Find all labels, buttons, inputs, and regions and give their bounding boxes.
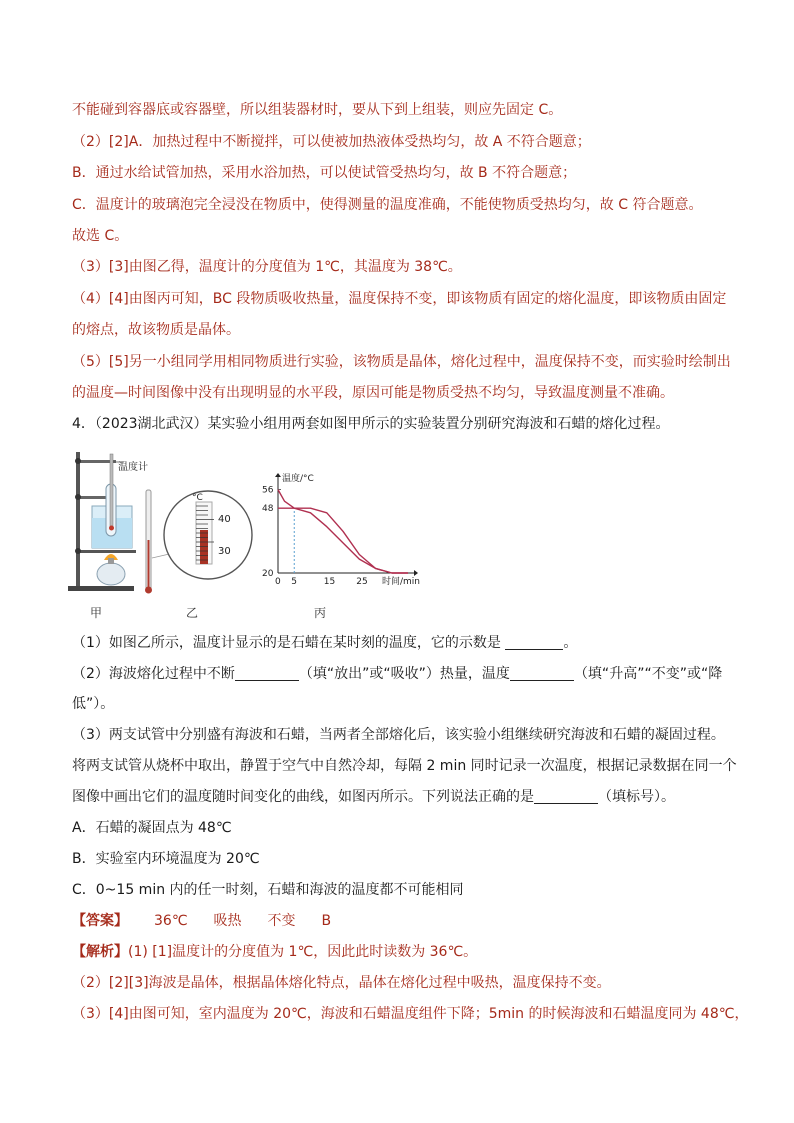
solution-line: 不能碰到容器底或容器壁，所以组装器材时，要从下到上组装，则应先固定 C。 xyxy=(72,102,563,118)
y-axis-arrow xyxy=(275,473,281,477)
option-c: C．0~15 min 内的任一时刻，石蜡和海波的温度都不可能相同 xyxy=(72,882,464,898)
answer-value: 吸热 xyxy=(213,913,242,929)
y-tick-label: 48 xyxy=(262,504,274,515)
temperature-graph xyxy=(262,472,420,587)
solution-line: （2）[2]A．加热过程中不断搅拌，可以使被加热液体受热均匀，故 A 不符合题意； xyxy=(72,134,591,150)
magnified-scale xyxy=(164,491,252,579)
solution-line: （5）[5]另一小组同学用相同物质进行实验，该物质是晶体，熔化过程中，温度保持不变，而实验时绘制出 xyxy=(72,354,731,370)
x-tick-label: 5 xyxy=(291,577,297,587)
x-tick-label: 15 xyxy=(323,577,336,587)
alcohol-lamp xyxy=(97,554,125,585)
question-1: （1）如图乙所示，温度计显示的是石蜡在某时刻的温度，它的示数是 。 xyxy=(72,635,578,651)
y-tick-label: 20 xyxy=(262,569,274,579)
thermometer-yi xyxy=(145,490,152,594)
question-title: 4．（2023湖北武汉）某实验小组用两套如图甲所示的实验装置分别研究海波和石蜡的熔化过程。 xyxy=(72,416,670,432)
question-2: （2）海波熔化过程中不断 （填“放出”或“吸收”）热量，温度 （填“升高”“不变”或“降 xyxy=(72,666,723,682)
x-tick-label: 25 xyxy=(356,577,368,587)
caption-jia: 甲 xyxy=(90,606,103,620)
caption-yi: 乙 xyxy=(186,606,199,620)
thermometer-label: 温度计 xyxy=(118,462,148,473)
question-3-cont: 图像中画出它们的温度随时间变化的曲线，如图丙所示。下列说法正确的是 （填标号）。 xyxy=(72,789,675,805)
question-2-cont: 低”）。 xyxy=(72,696,115,712)
y-tick-label: 56 xyxy=(262,485,274,496)
answer-blank[interactable] xyxy=(235,666,299,681)
solution-line: （3）[3]由图乙得，温度计的分度值为 1℃，其温度为 38℃。 xyxy=(72,259,462,275)
answer-line xyxy=(72,911,732,931)
analysis-line: （3）[4]由图可知，室内温度为 20℃，海波和石蜡温度组件下降；5min 的时候海波和石蜡温度同为 48℃， xyxy=(72,1006,749,1022)
solution-line: 故选 C。 xyxy=(72,228,129,244)
answer-blank[interactable] xyxy=(534,789,598,804)
question-3: （3）两支试管中分别盛有海波和石蜡，当两者全部熔化后，该实验小组继续研究海波和石蜡的凝固过程。 xyxy=(72,727,725,743)
solution-line: 的温度—时间图像中没有出现明显的水平段，原因可能是物质受热不均匀，导致温度测量不准确。 xyxy=(72,385,674,401)
option-b: B．实验室内环境温度为 20℃ xyxy=(72,851,260,867)
answer-blank[interactable] xyxy=(510,666,574,681)
answer-tag: 【答案】 xyxy=(72,913,128,929)
solution-line: 的熔点，故该物质是晶体。 xyxy=(72,322,240,338)
scale-tick-label: 40 xyxy=(218,514,231,525)
question-3-cont: 将两支试管从烧杯中取出，静置于空气中自然冷却，每隔 2 min 同时记录一次温度，根据记录数据在同一个 xyxy=(72,758,737,774)
analysis-line: 【解析】(1) [1]温度计的分度值为 1℃，因此此时读数为 36℃。 xyxy=(72,944,478,960)
x-axis-label: 时间/min xyxy=(382,577,421,587)
x-axis-arrow xyxy=(414,570,418,576)
answer-value: 不变 xyxy=(267,913,296,929)
series-line-shila xyxy=(278,508,408,573)
answer-value: B xyxy=(321,913,332,929)
scale-tick-label: 30 xyxy=(218,546,231,557)
series-line-haibo xyxy=(278,490,408,573)
solution-line: B．通过水给试管加热，采用水浴加热，可以使试管受热均匀，故 B 不符合题意； xyxy=(72,165,577,181)
answer-blank[interactable] xyxy=(505,635,563,650)
experiment-figure xyxy=(68,440,428,625)
x-tick-label: 0 xyxy=(275,577,281,587)
apparatus-svg xyxy=(68,440,428,625)
caption-bing: 丙 xyxy=(314,606,327,620)
solution-line: C．温度计的玻璃泡完全浸没在物质中，使得测量的温度准确，不能使物质受热均匀，故 C 符合题意。 xyxy=(72,197,703,213)
option-a: A．石蜡的凝固点为 48℃ xyxy=(72,820,232,836)
y-axis-label: 温度/°C xyxy=(282,474,314,484)
solution-line: （4）[4]由图丙可知，BC 段物质吸收热量，温度保持不变，即该物质有固定的熔化温度，即该物质由固定 xyxy=(72,291,727,307)
scale-unit: °C xyxy=(192,493,203,503)
thermometer-in-tube xyxy=(109,454,114,531)
answer-value: 36℃ xyxy=(154,913,188,929)
analysis-line: （2）[2][3]海波是晶体，根据晶体熔化特点，晶体在熔化过程中吸热，温度保持不变。 xyxy=(72,975,611,991)
